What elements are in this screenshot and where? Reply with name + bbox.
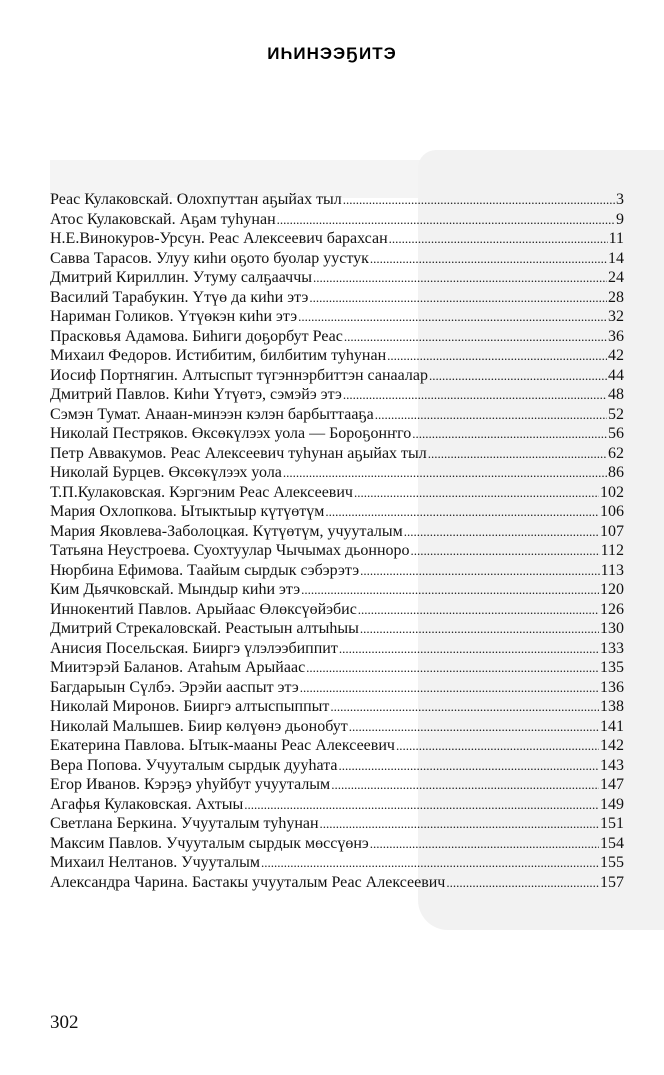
toc-entry-title: Максим Павлов. Учууталым сырдык мөссүөнэ xyxy=(50,834,369,852)
toc-entry-title: Татьяна Неустроева. Суохтуулар Чычымах дьонноро xyxy=(50,542,410,559)
toc-entry-page: 157 xyxy=(600,873,624,891)
toc-entry-title: Нариман Голиков. Үтүөкэн киһи этэ xyxy=(50,308,298,325)
toc-entry xyxy=(50,268,624,288)
toc-entry-title: Николай Миронов. Бииргэ алтыспыппыт xyxy=(50,698,330,715)
toc-entry-title: Иннокентий Павлов. Арыйаас Өлөксүөйэбис xyxy=(50,600,357,618)
toc-entry xyxy=(50,249,624,269)
toc-entry xyxy=(50,853,624,873)
toc-entry-title: Николай Малышев. Биир көлүөнэ дьонобут xyxy=(50,717,348,735)
toc-entry-title: Прасковья Адамова. Биһиги доҕорбут Реас xyxy=(50,327,343,345)
toc-dot-leader xyxy=(387,346,607,366)
toc-dot-leader xyxy=(344,327,607,347)
toc-entry-title: Егор Иванов. Кэрэҕэ уһуйбут учууталым xyxy=(50,776,331,793)
toc-entry-page: 120 xyxy=(600,581,624,598)
toc-entry xyxy=(50,834,624,854)
toc-entry-title: Вера Попова. Учууталым сырдык дууһата xyxy=(50,756,338,774)
toc-dot-leader xyxy=(330,697,599,717)
toc-entry-title: Нюрбина Ефимова. Таайым сырдык сэбэрэтэ xyxy=(50,561,360,579)
toc-entry-page: 44 xyxy=(608,366,624,384)
toc-entry-title: Екатерина Павлова. Ытык-мааны Реас Алексеевич xyxy=(50,737,395,754)
toc-entry-title: Петр Аввакумов. Реас Алексеевич туһунан аҕыйах тыл xyxy=(50,444,427,462)
toc-entry xyxy=(50,580,624,600)
toc-dot-leader xyxy=(300,678,599,698)
toc-entry-page: 147 xyxy=(600,776,624,793)
toc-dot-leader xyxy=(389,229,608,249)
toc-dot-leader xyxy=(429,366,607,386)
toc-entry-title: Иосиф Портнягин. Алтыспыт түгэннэрбиттэн санаалар xyxy=(50,366,428,384)
toc-entry xyxy=(50,756,624,776)
toc-entry xyxy=(50,873,624,893)
toc-dot-leader xyxy=(313,268,607,288)
toc-entry xyxy=(50,307,624,327)
toc-dot-leader xyxy=(404,522,599,542)
toc-entry-page: 106 xyxy=(600,503,624,520)
toc-dot-leader xyxy=(244,795,599,815)
toc-entry-title: Т.П.Кулаковская. Кэргэним Реас Алексеевич xyxy=(50,483,353,501)
toc-entry xyxy=(50,541,624,561)
toc-dot-leader xyxy=(428,444,607,464)
toc-entry-page: 135 xyxy=(600,659,624,676)
toc-entry-title: Дмитрий Стрекаловскай. Реастыын алтыһыы xyxy=(50,620,359,637)
toc-entry-title: Н.Е.Винокуров-Урсун. Реас Алексеевич барахсан xyxy=(50,230,388,247)
toc-entry xyxy=(50,424,624,444)
toc-entry-page: 107 xyxy=(600,522,624,540)
toc-entry xyxy=(50,795,624,815)
toc-dot-leader xyxy=(375,405,607,425)
toc-entry-page: 141 xyxy=(600,717,624,735)
toc-entry-title: Михаил Федоров. Истибитим, билбитим туһунан xyxy=(50,347,387,364)
toc-entry xyxy=(50,814,624,834)
toc-dot-leader xyxy=(349,717,599,737)
toc-entry-page: 138 xyxy=(600,698,624,715)
toc-entry-title: Атос Кулаковскай. Аҕам туһунан xyxy=(50,210,276,228)
toc-entry xyxy=(50,444,624,464)
page-title: ИҺИНЭЭҔИТЭ xyxy=(267,44,397,63)
toc-entry-page: 3 xyxy=(616,191,624,208)
toc-entry xyxy=(50,229,624,249)
toc-entry xyxy=(50,210,624,230)
toc-dot-leader xyxy=(339,639,599,659)
toc-entry-title: Анисия Посельская. Бииргэ үлэлээбиппит xyxy=(50,639,338,657)
toc-entry xyxy=(50,522,624,542)
toc-entry xyxy=(50,190,624,210)
toc-entry xyxy=(50,463,624,483)
toc-entry xyxy=(50,288,624,308)
toc-entry-title: Сэмэн Тумат. Анаан-минээн кэлэн барбыттааҕа xyxy=(50,405,374,423)
toc-dot-leader xyxy=(325,502,599,522)
toc-entry xyxy=(50,775,624,795)
toc-dot-leader xyxy=(411,541,600,561)
toc-entry-title: Мария Охлопкова. Ытыктыыр күтүөтүм xyxy=(50,503,325,520)
toc-entry-page: 14 xyxy=(608,249,624,267)
toc-entry-title: Ким Дьячковскай. Мындыр киһи этэ xyxy=(50,581,301,598)
toc-entry-page: 102 xyxy=(600,483,624,501)
toc-dot-leader xyxy=(277,210,615,230)
toc-entry-title: Агафья Кулаковская. Ахтыы xyxy=(50,795,244,813)
toc-entry xyxy=(50,658,624,678)
toc-entry-page: 42 xyxy=(608,347,624,364)
toc-entry xyxy=(50,600,624,620)
toc-entry-title: Светлана Беркина. Учууталым туһунан xyxy=(50,815,319,832)
toc-entry-page: 155 xyxy=(600,854,624,871)
toc-entry xyxy=(50,678,624,698)
toc-entry-title: Николай Пестряков. Өксөкүлээх уола — Бороҕонҥго xyxy=(50,425,412,442)
toc-entry-page: 112 xyxy=(600,542,624,559)
toc-entry-page: 143 xyxy=(600,756,624,774)
toc-entry-title: Савва Тарасов. Улуу киһи оҕото буолар уустук xyxy=(50,249,369,267)
toc-entry-page: 36 xyxy=(608,327,624,345)
toc-dot-leader xyxy=(283,463,607,483)
toc-entry xyxy=(50,346,624,366)
toc-entry-page: 151 xyxy=(600,815,624,832)
toc-entry-title: Василий Тарабукин. Үтүө да киһи этэ xyxy=(50,288,309,306)
toc-dot-leader xyxy=(301,580,599,600)
toc-dot-leader xyxy=(412,424,607,444)
toc-dot-leader xyxy=(354,483,599,503)
toc-entry-title: Николай Бурцев. Өксөкүлээх уола xyxy=(50,464,282,481)
toc-entry-title: Дмитрий Павлов. Киһи Үтүөтэ, сэмэйэ этэ xyxy=(50,386,342,403)
toc-entry-page: 62 xyxy=(608,444,624,462)
toc-entry-page: 126 xyxy=(600,600,624,618)
toc-entry xyxy=(50,697,624,717)
toc-entry-title: Миитэрэй Баланов. Атаһым Арыйаас xyxy=(50,659,306,676)
toc-dot-leader xyxy=(360,561,599,581)
toc-entry-title: Александра Чарина. Бастакы учууталым Реас Алексеевич xyxy=(50,873,446,891)
toc-entry xyxy=(50,736,624,756)
toc-entry-page: 113 xyxy=(600,561,624,579)
toc-dot-leader xyxy=(320,814,599,834)
toc-entry xyxy=(50,327,624,347)
toc-dot-leader xyxy=(370,249,607,269)
toc-entry xyxy=(50,717,624,737)
toc-dot-leader xyxy=(298,307,607,327)
toc-entry xyxy=(50,385,624,405)
toc-dot-leader xyxy=(370,834,599,854)
toc-dot-leader xyxy=(358,600,599,620)
toc-entry xyxy=(50,405,624,425)
toc-entry-page: 48 xyxy=(608,386,624,403)
toc-dot-leader xyxy=(343,385,607,405)
toc-entry-page: 52 xyxy=(608,405,624,423)
toc-entry-title: Реас Кулаковскай. Олохпуттан аҕыйах тыл xyxy=(50,191,342,208)
toc-dot-leader xyxy=(343,190,615,210)
toc-entry-page: 130 xyxy=(600,620,624,637)
toc-entry-page: 32 xyxy=(608,308,624,325)
toc-dot-leader xyxy=(339,756,599,776)
toc-entry-title: Михаил Нелтанов. Учууталым xyxy=(50,854,260,871)
toc-entry-page: 142 xyxy=(600,737,624,754)
toc-entry xyxy=(50,639,624,659)
toc-entry-page: 9 xyxy=(616,210,624,228)
toc-entry-page: 24 xyxy=(608,269,624,286)
toc-entry-page: 136 xyxy=(600,678,624,696)
toc-dot-leader xyxy=(309,288,607,308)
toc-entry xyxy=(50,502,624,522)
toc-entry xyxy=(50,561,624,581)
table-of-contents xyxy=(50,190,624,892)
toc-dot-leader xyxy=(396,736,599,756)
toc-entry-title: Дмитрий Кириллин. Утуму салҕааччы xyxy=(50,269,312,286)
toc-dot-leader xyxy=(331,775,599,795)
toc-entry-page: 154 xyxy=(600,834,624,852)
toc-entry xyxy=(50,619,624,639)
toc-dot-leader xyxy=(360,619,599,639)
page-number: 302 xyxy=(50,1012,79,1033)
toc-dot-leader xyxy=(306,658,599,678)
toc-entry-page: 149 xyxy=(600,795,624,813)
toc-dot-leader xyxy=(261,853,599,873)
toc-entry-title: Мария Яковлева-Заболоцкая. Күтүөтүм, учууталым xyxy=(50,522,403,540)
toc-entry-title: Багдарыын Сүлбэ. Эрэйи ааспыт этэ xyxy=(50,678,299,696)
toc-entry-page: 28 xyxy=(608,288,624,306)
toc-entry xyxy=(50,366,624,386)
toc-entry-page: 133 xyxy=(600,639,624,657)
toc-entry-page: 86 xyxy=(608,464,624,481)
toc-entry-page: 56 xyxy=(608,425,624,442)
toc-entry xyxy=(50,483,624,503)
toc-entry-page: 11 xyxy=(608,230,624,247)
toc-dot-leader xyxy=(446,873,599,893)
